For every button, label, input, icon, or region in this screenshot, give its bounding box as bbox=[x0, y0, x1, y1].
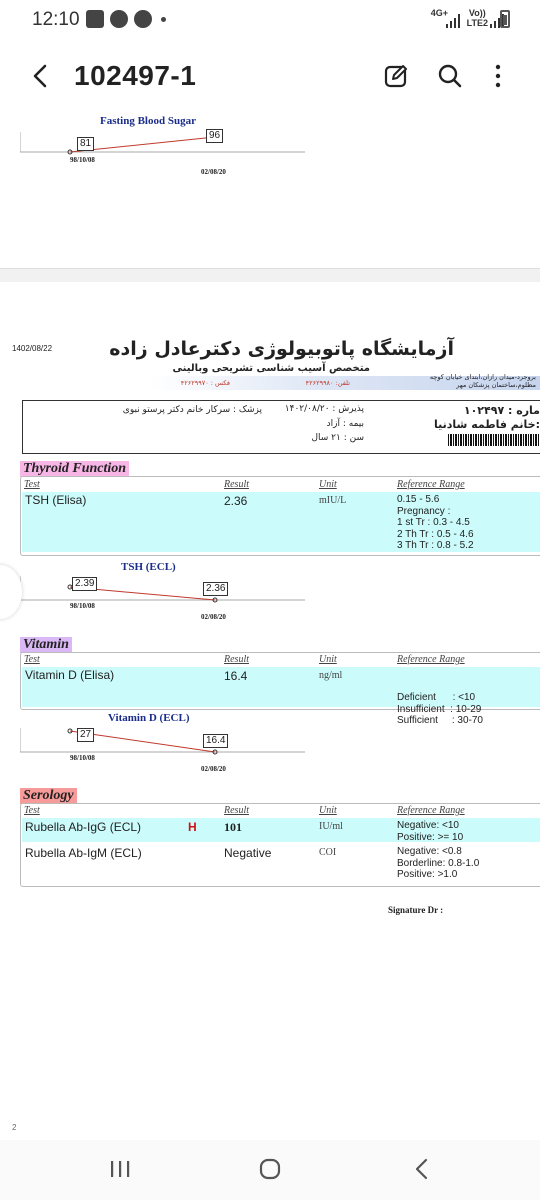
search-icon bbox=[430, 56, 470, 96]
chart-date-right: 02/08/20 bbox=[201, 168, 226, 176]
test-result: 16.4 bbox=[224, 669, 248, 683]
test-result: Negative bbox=[224, 846, 272, 860]
high-flag: H bbox=[188, 820, 197, 834]
vitamin-d-trend-chart bbox=[20, 726, 310, 756]
whatsapp-notification-icon bbox=[110, 10, 128, 28]
recent-apps-button[interactable] bbox=[100, 1154, 140, 1184]
test-name: TSH (Elisa) bbox=[25, 493, 87, 507]
more-options-button[interactable] bbox=[478, 56, 518, 96]
page-title: 102497-1 bbox=[74, 60, 197, 91]
header-result: Result bbox=[224, 654, 249, 665]
battery-icon bbox=[500, 10, 510, 28]
chart-date-left: 98/10/08 bbox=[70, 156, 95, 164]
test-name: Rubella Ab-IgM (ECL) bbox=[25, 846, 142, 860]
reference-range: Deficient : <10 Insufficient : 10-29 Sufficient : 30-70 bbox=[397, 692, 483, 726]
page-number: 2 bbox=[12, 1123, 17, 1132]
app-bar bbox=[0, 44, 540, 110]
header-reference: Reference Range bbox=[397, 805, 465, 816]
section-vitamin: Vitamin bbox=[20, 637, 72, 653]
header-result: Result bbox=[224, 479, 249, 490]
volte-label: Vo)) LTE2 bbox=[466, 8, 488, 28]
tsh-trend-chart bbox=[20, 574, 310, 604]
navigation-bar bbox=[0, 1140, 540, 1200]
home-button[interactable] bbox=[250, 1154, 290, 1184]
barcode bbox=[448, 434, 540, 446]
back-button[interactable] bbox=[22, 56, 62, 96]
network-type: 4G+ bbox=[430, 8, 448, 18]
lab-name: آزمایشگاه پاتوبیولوژی دکترعادل زاده bbox=[109, 338, 454, 360]
fbs-trend-chart bbox=[20, 130, 310, 156]
chart-value-right: 16.4 bbox=[203, 734, 228, 748]
more-notifications-icon bbox=[161, 17, 166, 22]
chart-title: Fasting Blood Sugar bbox=[100, 115, 196, 127]
chart-value-left: 2.39 bbox=[72, 577, 97, 591]
test-result: 2.36 bbox=[224, 494, 248, 508]
patient-number: ماره : ۱۰۲۴۹۷ bbox=[463, 404, 540, 417]
patient-age: سن : ۲۱ سال bbox=[311, 433, 364, 443]
report-date: 1402/08/22 bbox=[12, 344, 53, 353]
gallery-notification-icon bbox=[86, 10, 104, 28]
test-name: Rubella Ab-IgG (ECL) bbox=[25, 820, 142, 834]
header-unit: Unit bbox=[319, 805, 337, 816]
back-nav-button[interactable] bbox=[402, 1154, 442, 1184]
test-name: Vitamin D (Elisa) bbox=[25, 668, 115, 682]
chart-title: Vitamin D (ECL) bbox=[108, 712, 190, 724]
page-separator bbox=[0, 268, 540, 282]
lab-subtitle: متخصص آسیب شناسی تشریحی وبالینی bbox=[172, 363, 370, 374]
insurance: بیمه : آزاد bbox=[326, 419, 364, 429]
chart-title: TSH (ECL) bbox=[121, 561, 176, 573]
reference-range: 0.15 - 5.6 Pregnancy : 1 st Tr : 0.3 - 4.5 2 Th Tr : 0.5 - 4.6 3 Th Tr : 0.8 - 5.2 bbox=[397, 494, 474, 551]
document-page-2 bbox=[0, 282, 540, 1138]
test-unit: IU/ml bbox=[319, 821, 343, 832]
home-icon bbox=[250, 1154, 290, 1184]
chart-value-left: 81 bbox=[77, 137, 94, 151]
search-button[interactable] bbox=[430, 56, 470, 96]
patient-name: :خانم فاطمه شادنیا bbox=[434, 418, 540, 431]
reference-range: Negative: <10 Positive: >= 10 bbox=[397, 820, 464, 843]
chart-value-right: 2.36 bbox=[203, 582, 228, 596]
header-result: Result bbox=[224, 805, 249, 816]
signature-label: Signature Dr : bbox=[388, 905, 444, 915]
header-test: Test bbox=[24, 654, 40, 665]
chart-value-right: 96 bbox=[206, 129, 223, 143]
header-unit: Unit bbox=[319, 654, 337, 665]
app-notification-icon bbox=[134, 10, 152, 28]
header-test: Test bbox=[24, 479, 40, 490]
lab-fax: فکس : ۴۲۶۲۹۹۷۰ bbox=[180, 379, 230, 387]
chart-date-right: 02/08/20 bbox=[201, 613, 226, 621]
chart-date-left: 98/10/08 bbox=[70, 754, 95, 762]
edit-button[interactable] bbox=[376, 56, 416, 96]
header-test: Test bbox=[24, 805, 40, 816]
document-page-1 bbox=[0, 112, 540, 268]
header-reference: Reference Range bbox=[397, 654, 465, 665]
lab-phone: تلفن: ۴۲۶۲۹۹۸۰ bbox=[305, 379, 350, 387]
reception-date: پذیرش : ۱۴۰۲/۰۸/۲۰ bbox=[284, 404, 364, 414]
doctor-name: پزشک : سرکار خانم دکتر پرستو نبوی bbox=[122, 405, 262, 415]
chart-value-left: 27 bbox=[77, 728, 94, 742]
chart-date-right: 02/08/20 bbox=[201, 765, 226, 773]
chevron-left-icon bbox=[22, 56, 62, 96]
status-time: 12:10 bbox=[32, 9, 80, 30]
header-unit: Unit bbox=[319, 479, 337, 490]
section-thyroid: Thyroid Function bbox=[20, 461, 129, 477]
test-result: 101 bbox=[224, 820, 242, 834]
back-arrow-icon bbox=[402, 1154, 442, 1184]
header-reference: Reference Range bbox=[397, 479, 465, 490]
recent-apps-icon bbox=[100, 1154, 140, 1184]
test-unit: ng/ml bbox=[319, 670, 343, 681]
test-unit: mIU/L bbox=[319, 495, 347, 506]
reference-range: Negative: <0.8 Borderline: 0.8-1.0 Positive: >1.0 bbox=[397, 846, 480, 880]
more-vertical-icon bbox=[478, 56, 518, 96]
status-bar bbox=[0, 0, 540, 40]
edit-icon bbox=[376, 56, 416, 96]
lab-address: بروجرد-میدان رازان،ابتدای خیابان کوچه مظلوم،ساختمان پزشکان مهر bbox=[429, 373, 536, 389]
signal-icon bbox=[446, 14, 460, 28]
chart-date-left: 98/10/08 bbox=[70, 602, 95, 610]
section-serology: Serology bbox=[20, 788, 77, 804]
test-unit: COI bbox=[319, 847, 337, 858]
